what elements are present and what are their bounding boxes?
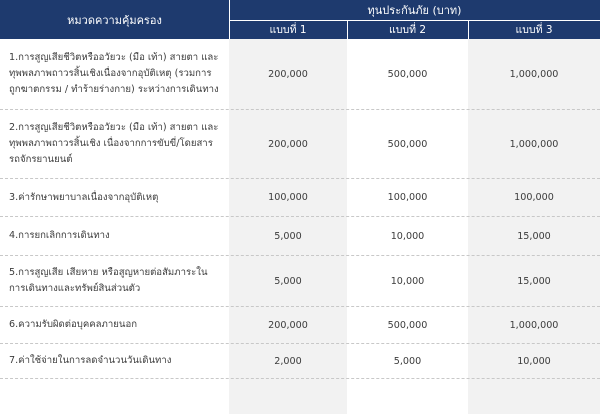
table-row (0, 344, 600, 379)
plan-1-value: 200,000 (268, 319, 308, 331)
table-row (0, 179, 600, 217)
coverage-label: 3.ค่ารักษาพยาบาลเนื่องจากอุบัติเหตุ (9, 191, 159, 203)
table-row (0, 39, 600, 110)
plan-2-value: 10,000 (390, 275, 425, 287)
coverage-label: 2.การสูญเสียชีวิตหรืออวัยวะ (มือ เท้า) สายตา และทุพพลภาพถาวรสิ้นเชิง เนื่องจากการขับขี่/โดยสารรถจักรยานยนต์ (9, 122, 219, 165)
plan-1-value: 5,000 (274, 275, 302, 287)
plan-3-value: 15,000 (517, 275, 551, 287)
coverage-label: 1.การสูญเสียชีวิตหรืออวัยวะ (มือ เท้า) สายตา และทุพพลภาพถาวรสิ้นเชิงเนื่องจากอุบัติเหตุ (รวมการถูกฆาตกรรม / ทำร้ายร่างกาย) ระหว่างการเดินทาง (9, 52, 219, 95)
plan-3-header: แบบที่ 3 (468, 20, 600, 39)
plan-1-value: 2,000 (274, 355, 302, 367)
plan-1-value: 5,000 (274, 230, 302, 242)
table-row (0, 217, 600, 256)
header-divider (468, 20, 469, 39)
coverage-header: หมวดความคุ้มครอง (0, 0, 229, 39)
table-row (0, 256, 600, 307)
plan-3-value: 10,000 (517, 355, 551, 367)
plan-1-value: 100,000 (268, 192, 308, 203)
plan-2-value: 100,000 (387, 192, 428, 203)
plan-1-value: 200,000 (268, 68, 308, 80)
header-divider (229, 20, 600, 21)
plan-2-value: 10,000 (390, 230, 425, 242)
sum-insured-header: ทุนประกันภัย (บาท) (229, 0, 600, 20)
plan-3-value: 15,000 (517, 230, 551, 242)
coverage-label: 6.ความรับผิดต่อบุคคลภายนอก (9, 319, 138, 330)
coverage-label: 5.การสูญเสีย เสียหาย หรือสูญหายต่อสัมภาระในการเดินทางและทรัพย์สินส่วนตัว (9, 267, 208, 294)
plan-3-value: 1,000,000 (509, 68, 559, 80)
coverage-label: 7.ค่าใช้จ่ายในการลดจำนวนวันเดินทาง (9, 355, 172, 366)
table-row (0, 307, 600, 344)
coverage-label: 4.การยกเลิกการเดินทาง (9, 230, 110, 241)
table-row (0, 110, 600, 179)
plan-2-value: 500,000 (387, 68, 428, 80)
plan-1-header: แบบที่ 1 (229, 20, 347, 39)
header-divider (347, 20, 348, 39)
plan-3-value: 100,000 (514, 192, 554, 203)
plan-2-value: 500,000 (387, 319, 428, 331)
plan-1-value: 200,000 (268, 138, 308, 150)
plan-2-value: 5,000 (393, 355, 422, 367)
plan-3-value: 1,000,000 (509, 319, 559, 331)
plan-3-value: 1,000,000 (509, 138, 559, 150)
plan-2-value: 500,000 (387, 138, 428, 150)
plan-2-header: แบบที่ 2 (347, 20, 468, 39)
